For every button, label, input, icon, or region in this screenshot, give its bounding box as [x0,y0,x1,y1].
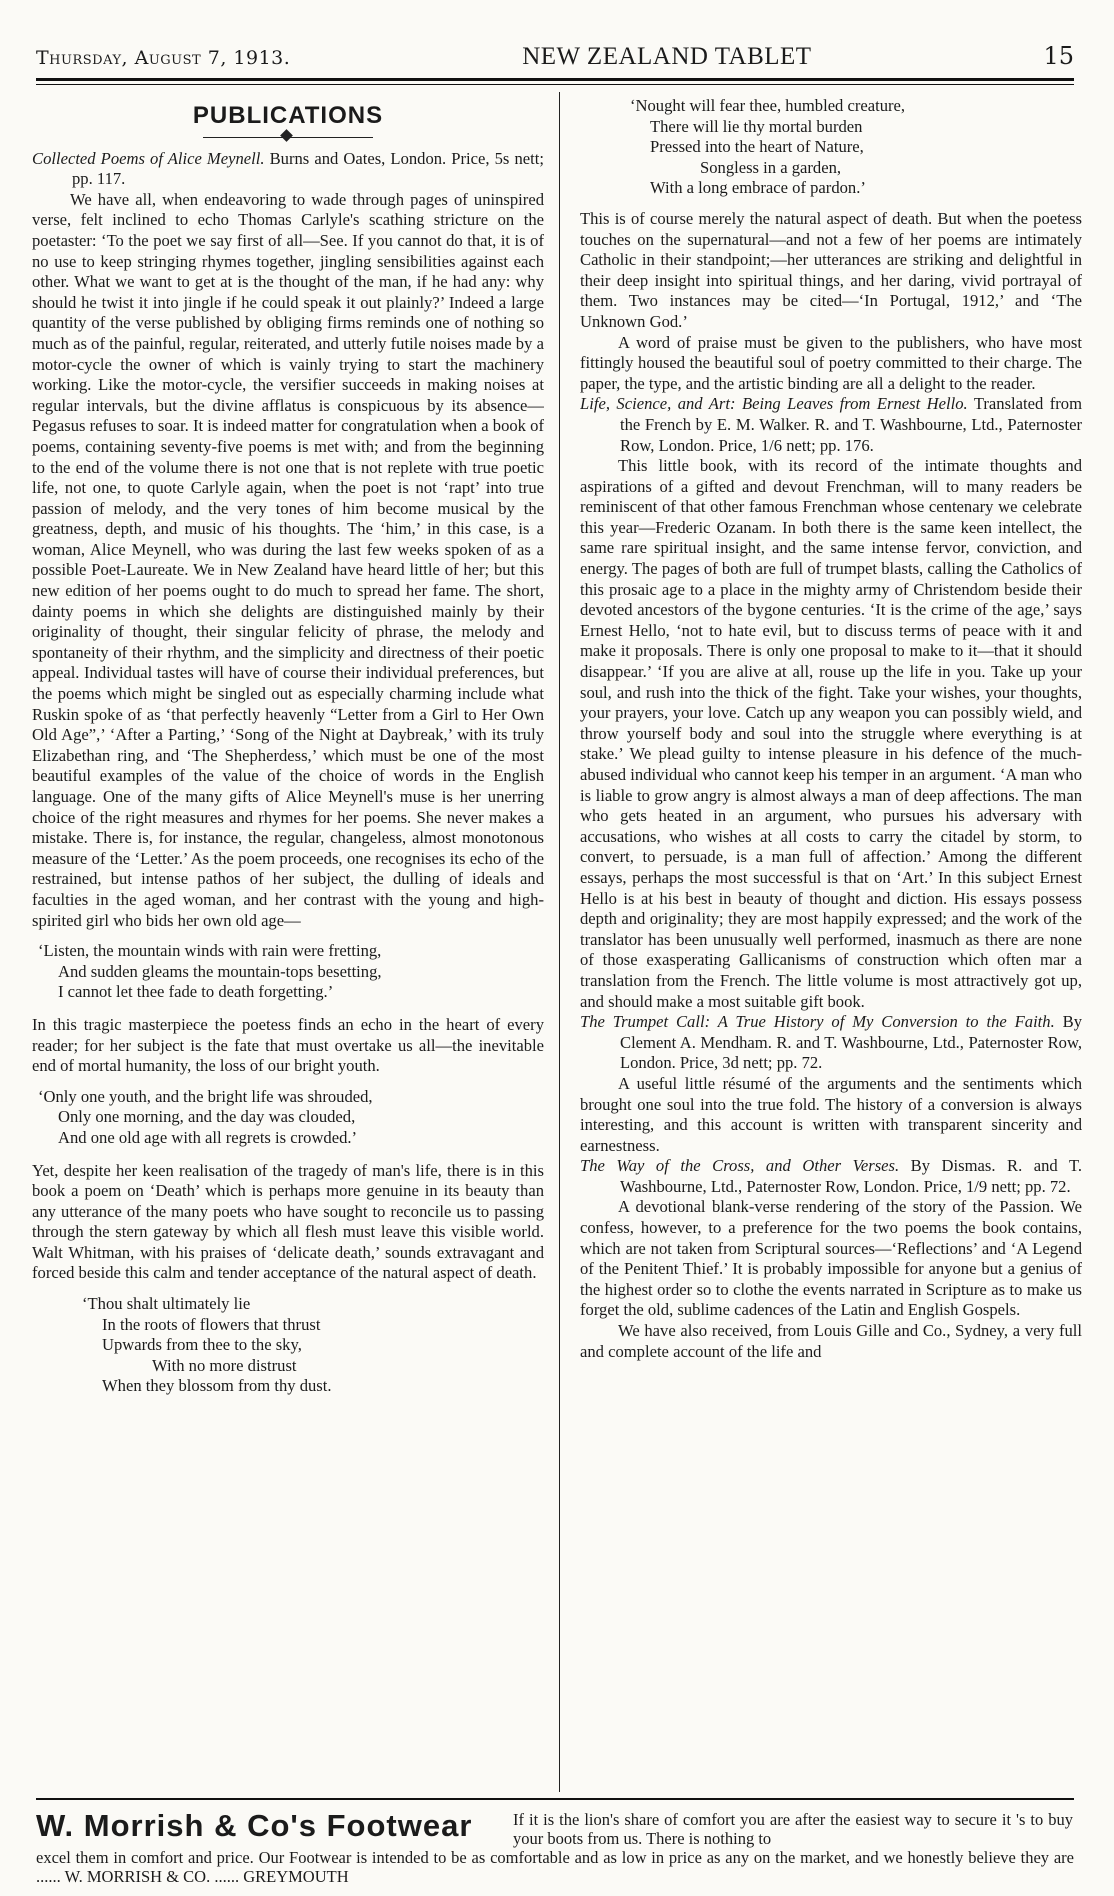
review-paragraph: This little book, with its record of the intimate thoughts and aspirations of a gifted and devout Frenchman, will to many readers be reminiscent of that other famous Frenchman whose centenary we celebrate this year—Frederic Ozanam. In both there is the same keen intellect, the same rare spiritual insight, and the same intense fervor, conviction, and energy. The pages of both are full of trumpet blasts, calling the Catholics of this prosaic age to a place in the mighty army of Christendom beside their devoted ancestors of the bygone centuries. ‘It is the crime of the age,’ says Ernest Hello, ‘not to hate evil, but to discuss terms of peace with it and make it proposals. There is only one proposal to make to it—that it should disappear.’ ‘If you are alive at all, rouse up the life in you. Take up your soul, and rush into the thick of the fight. Take your wishes, your thoughts, your prayers, your love. Catch up any weapon you can possibly wield, and throw yourself body and soul into the struggle where everything is at stake.’ We plead guilty to intense pleasure in his defence of the much-abused individual who cannot keep his temper in an argument. ‘A man who is liable to grow angry is almost always a man of deep affections. The man who gets heated in an argument, who pursues his adversary with accusations, who wishes at all costs to carry the citadel by storm, to convert, to persuade, is a man full of affection.’ Among the different essays, perhaps the most successful is that on ‘Art.’ In this subject Ernest Hello is at his best in beauty of thought and diction. His essays possess depth and originality; they are most happily expressed; and the work of the translator has been unusually well performed, inasmuch as there are none of those exasperating Gallicanisms of construction which often mar a translation from the French. The little volume is most attractively got up, and should make a most suitable gift book. [580,456,1082,1011]
verse-line: Pressed into the heart of Nature, [650,137,864,157]
verse-quote [38,1087,544,1149]
advert-rule [36,1798,1074,1800]
advert-text: If it is the lion's share of comfort you are after the easiest way to secure it 's to buy your boots from us. There is nothing to [513,1810,1073,1848]
review-paragraph: A devotional blank-verse rendering of the story of the Passion. We confess, however, to a preference for the two poems the book contains, which are not taken from Scriptural sources—‘Reflections’ and ‘A Legend of the Penitent Thief.’ It is probably impossible for anyone but a genius of the highest order so to clothe the events narrated in Scripture as to make us forget the old, sublime cadences of the Latin and English Gospels. [580,1197,1082,1320]
advert-brand: W. Morrish & Co's Footwear [36,1808,473,1843]
review-paragraph: A word of praise must be given to the publishers, who have most fittingly housed the beautiful soul of poetry committed to their charge. The paper, the type, and the artistic binding are all a delight to the reader. [580,332,1082,393]
left-column [32,96,544,1796]
page-number: 15 [1043,42,1074,70]
verse-line: In the roots of flowers that thrust [102,1314,321,1334]
review-paragraph: In this tragic masterpiece the poetess finds an echo in the heart of every reader; for her subject is the fate that must overtake us all—the inevitable end of mortal humanity, the loss of our bright youth. [32,1014,544,1076]
book-title: The Way of the Cross, and Other Verses. [580,1156,900,1176]
verse-quote [38,941,544,1003]
verse-line: ‘Listen, the mountain winds with rain were fretting, [38,941,382,961]
book-info: Translated from the French by E. M. Walker. R. and T. Washbourne, Ltd., Paternoster Row, London. Price, 1/6 nett; pp. 176. [620,394,1082,455]
right-column [580,96,1082,1796]
book-title: The Trumpet Call: A True History of My Conversion to the Faith. [580,1012,1055,1032]
review-paragraph: A useful little résumé of the arguments and the sentiments which brought one soul into the true fold. The history of a conversion is always interesting, and this account is written with transparent sincerity and earnestness. [580,1073,1082,1155]
verse-line: Only one morning, and the day was clouded, [58,1107,356,1127]
verse-line: With a long embrace of pardon.’ [650,178,866,198]
book-info: By Dismas. R. and T. Washbourne, Ltd., Paternoster Row, London. Price, 1/9 nett; pp. 72. [620,1156,1082,1196]
review-paragraph: We have also received, from Louis Gille and Co., Sydney, a very full and complete account of the life and [580,1321,1082,1361]
verse-line: When they blossom from thy dust. [102,1376,332,1396]
review-paragraph: This is of course merely the natural aspect of death. But when the poetess touches on the supernatural—and not a few of her poems are intimately Catholic in their standpoint;—her utterances are striking and delightful in their deep insight into spiritual things, and her daring, vivid portrayal of them. Two instances may be cited—‘In Portugal, 1912,’ and ‘The Unknown God.’ [580,208,1082,331]
verse-quote [630,96,1082,199]
verse-line: With no more distrust [152,1355,297,1375]
masthead-title: NEW ZEALAND TABLET [522,43,812,70]
verse-line: ‘Thou shalt ultimately lie [82,1294,251,1314]
verse-line: And sudden gleams the mountain-tops besetting, [58,961,382,981]
book-title: Collected Poems of Alice Meynell. [32,148,265,168]
verse-line: There will lie thy mortal burden [650,116,863,136]
review-paragraph: We have all, when endeavoring to wade through pages of uninspired verse, felt inclined to echo Thomas Carlyle's scathing stricture on the poetaster: ‘To the poet we say first of all—See. If you cannot do that, it is of no use to keep stringing rhymes together, jingling sensibilities against each other. What we want to get at is the thought of the man, if he had any: why should he twist it into jingle if he could speak it out plainly?’ Indeed a large quantity of the verse published by obliging firms reminds one of nothing so much as of the painful, regular, reiterated, and utterly futile noises made by a motor-cycle the owner of which is vainly trying to start the machinery working. Like the motor-cycle, the versifier succeeds in making noises at regular intervals, but the divine afflatus is conspicuous by its absence—Pegasus refuses to soar. It is indeed matter for congratulation when a book of poems, containing seventy-five poems is met with; and from the beginning to the end of the volume there is not one that is not replete with true poetic life, not one, to quote Carlyle again, when the poet is not ‘rapt’ into true passion of melody, and the very tones of him become musical by the greatness, depth, and music of his thoughts. The ‘him,’ in this case, is a woman, Alice Meynell, who was during the last few weeks spoken of as a possible Poet-Laureate. We in New Zealand have heard little of her; but this new edition of her poems ought to do much to spread her fame. The short, dainty poems in which she delights are distinguished mainly by their originality of thought, their singular felicity of phrase, the melody and spontaneity of their rhythm, and the simplicity and directness of their poetic appeal. Individual tastes will have of course their individual preferences, but the poems which might be singled out as especially charming include what Ruskin spoke of as ‘that perfectly heavenly “Letter from a Girl to Her Own Old Age”,’ ‘After a Parting,’ ‘Song of the Night at Daybreak,’ with its truly Elizabethan ring, and ‘The Shepherdess,’ which must be one of the most beautiful examples of the value of the choice of words in the English language. One of the many gifts of Alice Meynell's muse is her unerring choice of the right measures and rhymes for her poems. She never makes a mistake. There is, for instance, the regular, changeless, almost monotonous measure of the ‘Letter.’ As the poem proceeds, one recognises its echo of the restrained, but intense pathos of her subject, the dulling of ideals and faculties in the aged woman, and her contrast with the young and high-spirited girl who bids her own old age— [32,189,544,930]
diamond-ornament-icon [203,131,373,143]
page-header [36,42,1074,82]
section-title: PUBLICATIONS [192,102,384,129]
verse-line: I cannot let thee fade to death forgetting.’ [58,982,334,1002]
issue-date: Thursday, August 7, 1913. [36,47,291,69]
review-entry-meynell [32,149,544,190]
review-entry-dismas [580,1156,1082,1197]
review-entry-mendham [580,1012,1082,1074]
advert-text-continued: excel them in comfort and price. Our Footwear is intended to be as comfortable and as low in price as any on the market, and we honestly believe they are ...... W. MORRISH & CO. ...... GREYMOUTH [36,1848,1074,1886]
header-rule-thin [36,84,1074,85]
footwear-advertisement [36,1806,1074,1896]
header-rule-thick [36,78,1074,81]
book-title: Life, Science, and Art: Being Leaves from Ernest Hello. [580,394,968,414]
book-info: Burns and Oates, London. Price, 5s nett; pp. 117. [72,148,544,189]
column-divider [559,92,560,1792]
verse-line: ‘Only one youth, and the bright life was shrouded, [38,1086,373,1106]
book-info: By Clement A. Mendham. R. and T. Washbourne, Ltd., Paternoster Row, London. Price, 3d nett; pp. 72. [620,1012,1082,1073]
verse-quote [82,1294,544,1397]
verse-line: ‘Nought will fear thee, humbled creature, [630,96,906,115]
verse-line: Songless in a garden, [700,157,842,177]
verse-line: And one old age with all regrets is crowded.’ [58,1127,358,1147]
review-paragraph: Yet, despite her keen realisation of the tragedy of man's life, there is in this book a poem on ‘Death’ which is perhaps more genuine in its beauty than any utterance of the many poets who have sought to reconcile us to passing through the stern gateway by which all flesh must leave this visible world. Walt Whitman, with his praises of ‘delicate death,’ sounds extravagant and forced beside this calm and tender acceptance of the natural aspect of death. [32,1160,544,1283]
verse-line: Upwards from thee to the sky, [102,1335,302,1355]
review-entry-hello [580,394,1082,456]
